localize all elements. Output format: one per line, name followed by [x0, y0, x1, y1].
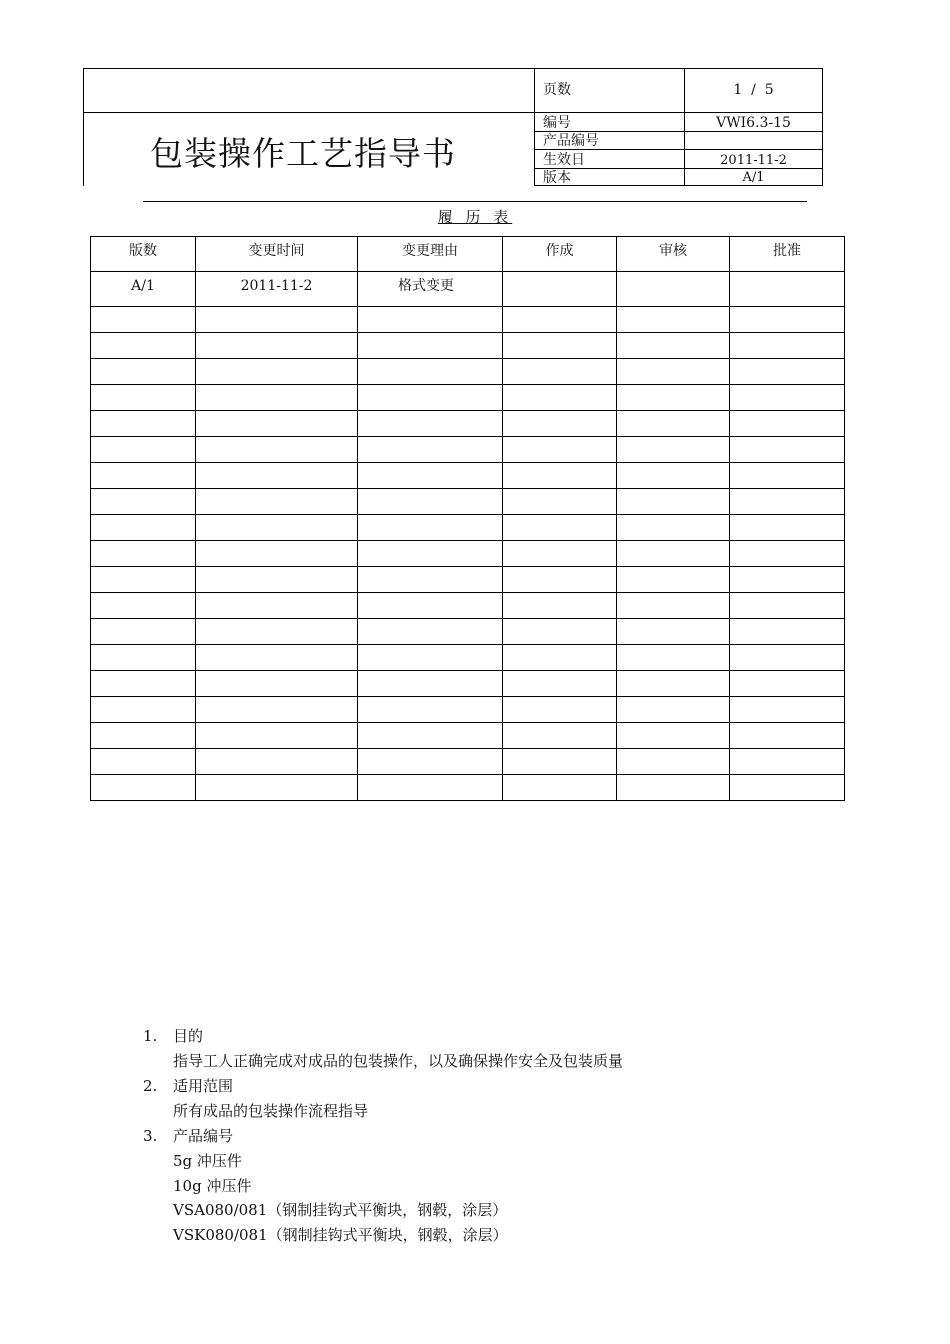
table-cell-empty	[503, 645, 617, 671]
header-separator-rule	[143, 201, 807, 202]
table-row-empty	[91, 723, 845, 749]
column-header-change-date: 变更时间	[196, 237, 358, 272]
table-cell-empty	[730, 463, 845, 489]
header-meta-row-line	[534, 149, 823, 150]
section-heading-product-number: 产品编号	[173, 1127, 234, 1145]
table-cell-empty	[196, 437, 358, 463]
table-cell-empty	[358, 411, 503, 437]
product-list-item: VSA080/081（钢制挂钩式平衡块，钢毂，涂层）	[173, 1201, 508, 1219]
table-cell-empty	[91, 333, 196, 359]
table-cell-empty	[730, 541, 845, 567]
table-row-empty	[91, 463, 845, 489]
table-cell-empty	[503, 307, 617, 333]
table-cell-empty	[358, 541, 503, 567]
table-cell-empty	[503, 541, 617, 567]
table-cell-empty	[617, 749, 730, 775]
table-cell-empty	[196, 593, 358, 619]
table-cell-empty	[358, 671, 503, 697]
table-cell-empty	[730, 411, 845, 437]
column-header-author: 作成	[503, 237, 617, 272]
table-cell-empty	[730, 749, 845, 775]
table-cell-empty	[503, 489, 617, 515]
table-cell-empty	[196, 749, 358, 775]
table-cell-empty	[196, 697, 358, 723]
section-number: 3.	[143, 1127, 158, 1145]
table-cell-empty	[730, 697, 845, 723]
table-cell-empty	[358, 567, 503, 593]
table-cell-empty	[503, 749, 617, 775]
table-cell-empty	[358, 619, 503, 645]
table-cell-empty	[503, 567, 617, 593]
table-cell-empty	[196, 463, 358, 489]
table-cell-empty	[617, 567, 730, 593]
table-cell-empty	[617, 723, 730, 749]
table-cell-empty	[503, 619, 617, 645]
table-cell-empty	[730, 333, 845, 359]
table-cell-empty	[196, 567, 358, 593]
table-cell-empty	[617, 619, 730, 645]
table-cell-empty	[196, 723, 358, 749]
table-cell-empty	[91, 749, 196, 775]
table-cell-empty	[91, 515, 196, 541]
page-count-label: 页数	[543, 82, 571, 98]
table-cell-empty	[91, 489, 196, 515]
table-cell: 2011-11-2	[196, 272, 358, 307]
table-row-empty	[91, 567, 845, 593]
table-cell-empty	[617, 437, 730, 463]
table-cell	[617, 272, 730, 307]
table-cell-empty	[358, 749, 503, 775]
table-cell-empty	[196, 515, 358, 541]
column-header-reviewer: 审核	[617, 237, 730, 272]
table-cell-empty	[358, 333, 503, 359]
header-divider	[83, 112, 823, 113]
table-cell-empty	[196, 411, 358, 437]
table-row-empty	[91, 671, 845, 697]
table-cell	[730, 272, 845, 307]
revision-history-title: 履 历 表	[437, 208, 513, 226]
version-value: A/1	[742, 170, 765, 185]
table-cell-empty	[91, 567, 196, 593]
table-cell-empty	[91, 619, 196, 645]
header-border-top	[83, 68, 823, 69]
effective-date-value: 2011-11-2	[720, 153, 787, 168]
table-cell-empty	[91, 697, 196, 723]
table-cell-empty	[730, 775, 845, 801]
section-heading-purpose: 目的	[173, 1027, 204, 1045]
table-row-empty	[91, 515, 845, 541]
table-cell-empty	[91, 775, 196, 801]
doc-number-label: 编号	[543, 115, 571, 131]
table-cell-empty	[358, 723, 503, 749]
table-cell-empty	[196, 645, 358, 671]
table-cell-empty	[196, 333, 358, 359]
table-cell-empty	[503, 671, 617, 697]
table-cell-empty	[196, 671, 358, 697]
header-border-left	[83, 68, 84, 186]
table-cell-empty	[91, 645, 196, 671]
table-cell-empty	[617, 359, 730, 385]
table-cell-empty	[730, 385, 845, 411]
table-cell	[503, 272, 617, 307]
table-cell-empty	[503, 437, 617, 463]
header-meta-row-line	[534, 131, 823, 132]
table-cell-empty	[503, 593, 617, 619]
table-cell-empty	[730, 723, 845, 749]
table-cell-empty	[617, 463, 730, 489]
table-cell-empty	[730, 593, 845, 619]
table-row-empty	[91, 697, 845, 723]
table-cell-empty	[617, 593, 730, 619]
table-header-row	[91, 237, 845, 272]
table-cell-empty	[91, 723, 196, 749]
table-cell-empty	[358, 697, 503, 723]
table-cell-empty	[617, 489, 730, 515]
table-cell-empty	[196, 619, 358, 645]
table-cell-empty	[730, 515, 845, 541]
table-cell-empty	[91, 541, 196, 567]
product-number-label: 产品编号	[543, 133, 599, 149]
table-row-empty	[91, 307, 845, 333]
table-cell-empty	[730, 307, 845, 333]
table-cell-empty	[617, 541, 730, 567]
table-cell-empty	[358, 307, 503, 333]
page-count-value: 1 / 5	[733, 82, 774, 98]
table-cell-empty	[91, 411, 196, 437]
section-text: 所有成品的包装操作流程指导	[173, 1102, 369, 1120]
section-heading-scope: 适用范围	[173, 1077, 234, 1095]
column-header-change-reason: 变更理由	[358, 237, 503, 272]
table-row	[91, 272, 845, 307]
table-cell-empty	[617, 515, 730, 541]
revision-history-table	[90, 236, 845, 801]
table-row-empty	[91, 619, 845, 645]
table-cell-empty	[730, 645, 845, 671]
table-cell-empty	[358, 515, 503, 541]
table-cell-empty	[358, 645, 503, 671]
table-row-empty	[91, 411, 845, 437]
table-cell-empty	[730, 437, 845, 463]
column-header-version: 版数	[91, 237, 196, 272]
table-cell-empty	[358, 463, 503, 489]
table-cell-empty	[196, 775, 358, 801]
table-cell-empty	[503, 359, 617, 385]
table-row-empty	[91, 385, 845, 411]
table-cell-empty	[358, 385, 503, 411]
table-cell-empty	[91, 463, 196, 489]
product-list-item: 5g 冲压件	[173, 1152, 242, 1170]
table-cell-empty	[358, 775, 503, 801]
table-cell-empty	[503, 697, 617, 723]
table-cell-empty	[358, 489, 503, 515]
table-row-empty	[91, 645, 845, 671]
section-text: 指导工人正确完成对成品的包装操作，以及确保操作安全及包装质量	[173, 1052, 624, 1070]
table-row-empty	[91, 775, 845, 801]
table-cell-empty	[196, 489, 358, 515]
table-cell-empty	[91, 593, 196, 619]
table-cell-empty	[617, 775, 730, 801]
doc-number-value: VWI6.3-15	[716, 115, 791, 131]
table-cell-empty	[91, 359, 196, 385]
table-cell-empty	[358, 359, 503, 385]
table-cell-empty	[730, 567, 845, 593]
table-cell-empty	[617, 385, 730, 411]
table-cell-empty	[503, 385, 617, 411]
table-row-empty	[91, 541, 845, 567]
table-cell-empty	[503, 411, 617, 437]
table-cell-empty	[617, 697, 730, 723]
table-cell-empty	[503, 463, 617, 489]
table-cell-empty	[196, 307, 358, 333]
table-cell-empty	[196, 359, 358, 385]
table-cell-empty	[196, 541, 358, 567]
table-cell-empty	[503, 723, 617, 749]
table-cell-empty	[91, 671, 196, 697]
table-cell-empty	[358, 437, 503, 463]
table-cell-empty	[617, 671, 730, 697]
document-title: 包装操作工艺指导书	[150, 134, 456, 173]
table-row-empty	[91, 593, 845, 619]
table-row-empty	[91, 359, 845, 385]
table-row-empty	[91, 437, 845, 463]
table-cell-empty	[91, 385, 196, 411]
table-cell-empty	[91, 437, 196, 463]
table-cell-empty	[730, 619, 845, 645]
table-cell-empty	[196, 385, 358, 411]
product-list-item: VSK080/081（钢制挂钩式平衡块，钢毂，涂层）	[173, 1226, 508, 1244]
table-cell-empty	[358, 593, 503, 619]
table-cell-empty	[503, 515, 617, 541]
table-cell: 格式变更	[358, 272, 503, 307]
product-list-item: 10g 冲压件	[173, 1177, 252, 1195]
table-row-empty	[91, 333, 845, 359]
table-cell-empty	[503, 775, 617, 801]
effective-date-label: 生效日	[543, 152, 585, 168]
table-cell-empty	[617, 411, 730, 437]
table-cell-empty	[730, 489, 845, 515]
version-label: 版本	[543, 170, 571, 186]
table-cell: A/1	[91, 272, 196, 307]
table-cell-empty	[617, 307, 730, 333]
table-row-empty	[91, 749, 845, 775]
column-header-approver: 批准	[730, 237, 845, 272]
table-cell-empty	[730, 671, 845, 697]
table-cell-empty	[617, 645, 730, 671]
section-number: 2.	[143, 1077, 158, 1095]
table-cell-empty	[730, 359, 845, 385]
table-row-empty	[91, 489, 845, 515]
table-cell-empty	[503, 333, 617, 359]
table-cell-empty	[91, 307, 196, 333]
table-cell-empty	[617, 333, 730, 359]
section-number: 1.	[143, 1027, 158, 1045]
